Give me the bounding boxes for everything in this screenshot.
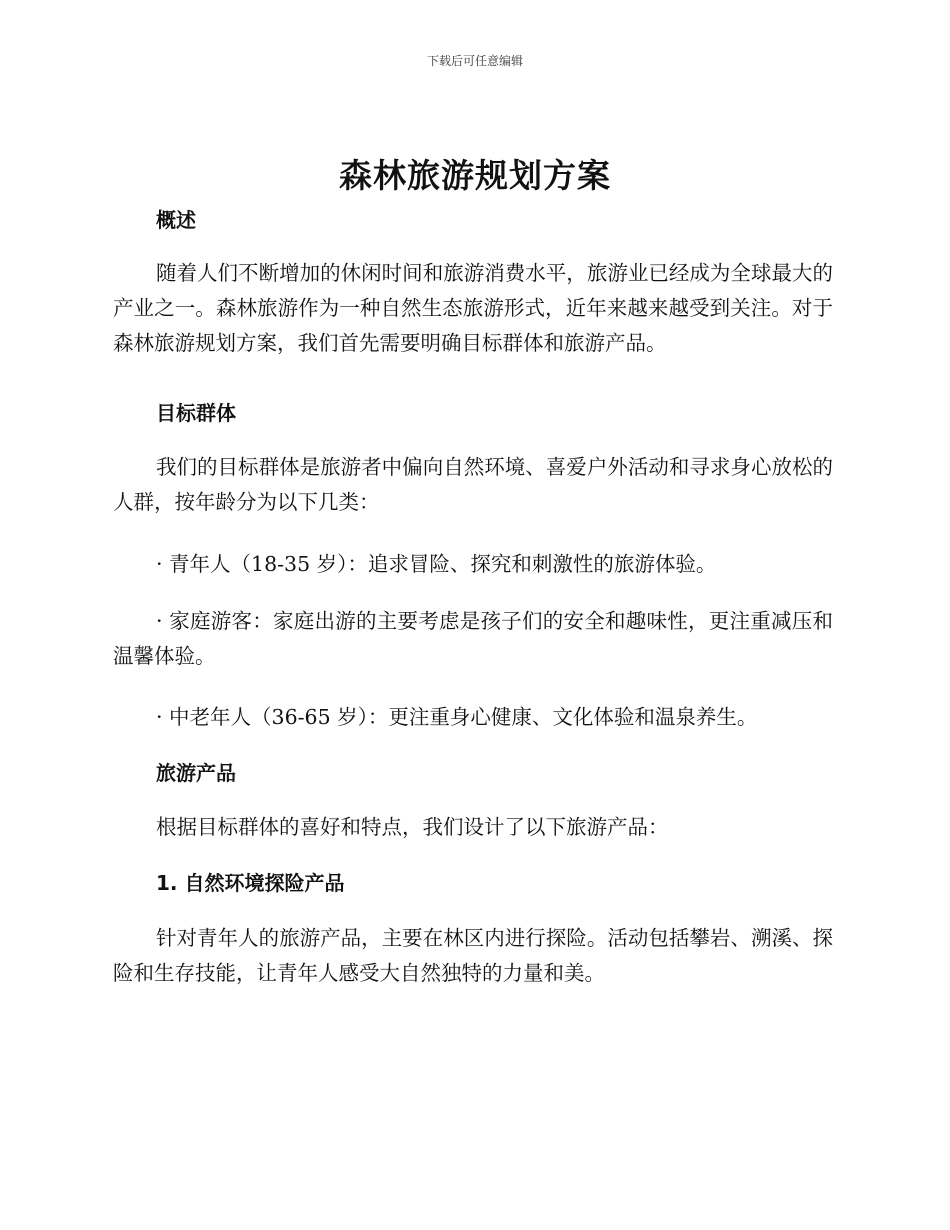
paragraph-target-group: 我们的目标群体是旅游者中偏向自然环境、喜爱户外活动和寻求身心放松的人群，按年龄分为以下几类：: [113, 455, 833, 514]
heading-tourism-products: 旅游产品: [156, 761, 236, 785]
bullet-family-visitors: · 家庭游客：家庭出游的主要考虑是孩子们的安全和趣味性，更注重减压和温馨体验。: [113, 609, 833, 668]
bullet-middle-aged-elderly: · 中老年人（36-65 岁）：更注重身心健康、文化体验和温泉养生。: [156, 705, 758, 729]
page-header-note: 下载后可任意编辑: [426, 54, 523, 68]
page-title: 森林旅游规划方案: [339, 156, 611, 195]
paragraph-tourism-products: 根据目标群体的喜好和特点，我们设计了以下旅游产品：: [156, 815, 669, 839]
paragraph-overview: 随着人们不断增加的休闲时间和旅游消费水平，旅游业已经成为全球最大的产业之一。森林旅游作为一种自然生态旅游形式，近年来越来越受到关注。对于森林旅游规划方案，我们首先需要明确目标群体和旅游产品。: [113, 261, 833, 355]
paragraph-product-1: 针对青年人的旅游产品，主要在林区内进行探险。活动包括攀岩、溯溪、探险和生存技能，让青年人感受大自然独特的力量和美。: [113, 926, 833, 985]
heading-overview: 概述: [156, 208, 196, 232]
bullet-young-adults: · 青年人（18-35 岁）：追求冒险、探究和刺激性的旅游体验。: [156, 552, 717, 576]
heading-target-group: 目标群体: [156, 401, 236, 425]
heading-product-1: 1. 自然环境探险产品: [156, 871, 345, 895]
